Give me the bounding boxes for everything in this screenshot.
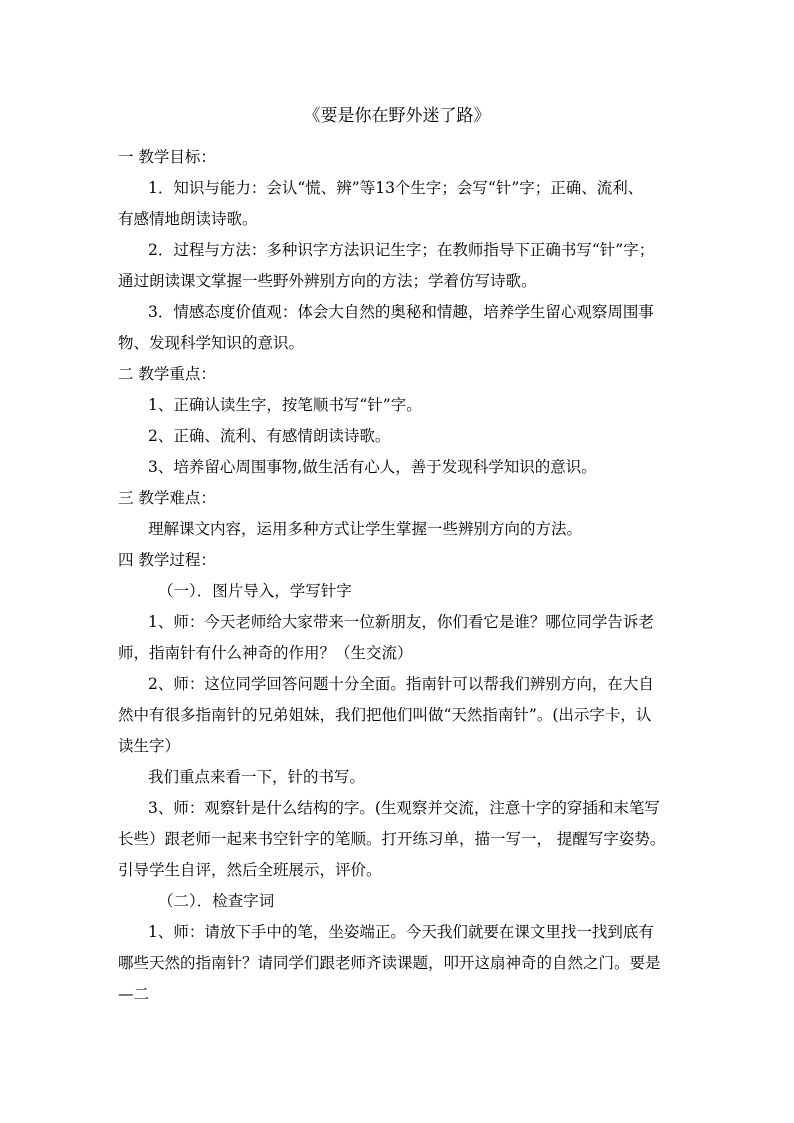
subsection-heading: （一）．图片导入，学写针字 xyxy=(158,582,352,600)
paragraph-line: —二 xyxy=(118,985,150,1003)
paragraph-line: 师，指南针有什么神奇的作用？（生交流） xyxy=(118,644,413,662)
paragraph-line: 3．情感态度价值观：体会大自然的奥秘和情趣，培养学生留心观察周围事 xyxy=(148,303,654,321)
paragraph-line: 2、师：这位同学回答问题十分全面。指南针可以帮我们辨别方向，在大自 xyxy=(148,675,654,693)
paragraph-line: 1、师：今天老师给大家带来一位新朋友，你们看它是谁？哪位同学告诉老 xyxy=(148,613,654,631)
paragraph-line: 通过朗读课文掌握一些野外辨别方向的方法；学着仿写诗歌。 xyxy=(118,272,537,290)
section-heading-key-points: 二 教学重点： xyxy=(118,365,216,383)
paragraph-line: 有感情地朗读诗歌。 xyxy=(118,210,258,228)
paragraph-line: 2．过程与方法：多种识字方法识记生字；在教师指导下正确书写“针”字； xyxy=(148,241,655,259)
paragraph-line: 物、发现科学知识的意识。 xyxy=(118,334,305,352)
paragraph-line: 3、培养留心周围事物,做生活有心人，善于发现科学知识的意识。 xyxy=(148,458,597,476)
section-heading-difficulties: 三 教学难点： xyxy=(118,489,216,507)
paragraph-line: 1．知识与能力：会认“慌、辨”等13个生字；会写“针”字；正确、流利、 xyxy=(148,179,644,197)
section-heading-process: 四 教学过程： xyxy=(118,551,216,569)
document-body xyxy=(118,142,678,1010)
paragraph-line: 2、正确、流利、有感情朗读诗歌。 xyxy=(148,427,391,445)
paragraph-line: 3、师：观察针是什么结构的字。(生观察并交流，注意十字的穿插和末笔写 xyxy=(148,799,660,817)
paragraph-line: 哪些天然的指南针？请同学们跟老师齐读课题，叩开这扇神奇的自然之门。要是 xyxy=(118,954,661,972)
subsection-heading: （二）．检查字词 xyxy=(158,892,275,910)
document-title: 《要是你在野外迷了路》 xyxy=(303,106,491,126)
paragraph-line: 理解课文内容，运用多种方式让学生掌握一些辨别方向的方法。 xyxy=(148,520,583,538)
paragraph-line: 1、正确认读生字，按笔顺书写“针”字。 xyxy=(148,396,422,414)
paragraph-line: 读生字） xyxy=(118,737,181,755)
paragraph-line: 引导学生自评，然后全班展示，评价。 xyxy=(118,861,382,879)
paragraph-line: 长些）跟老师一起来书空针字的笔顺。打开练习单，描一写一， 提醒写字姿势。 xyxy=(118,830,666,848)
paragraph-line: 1、师：请放下手中的笔，坐姿端正。今天我们就要在课文里找一找到底有 xyxy=(148,923,654,941)
paragraph-line: 然中有很多指南针的兄弟姐妹，我们把他们叫做“天然指南针”。(出示字卡，认 xyxy=(118,706,652,724)
paragraph-line: 我们重点来看一下，针的书写。 xyxy=(148,768,366,786)
section-heading-goals: 一 教学目标： xyxy=(118,148,216,166)
